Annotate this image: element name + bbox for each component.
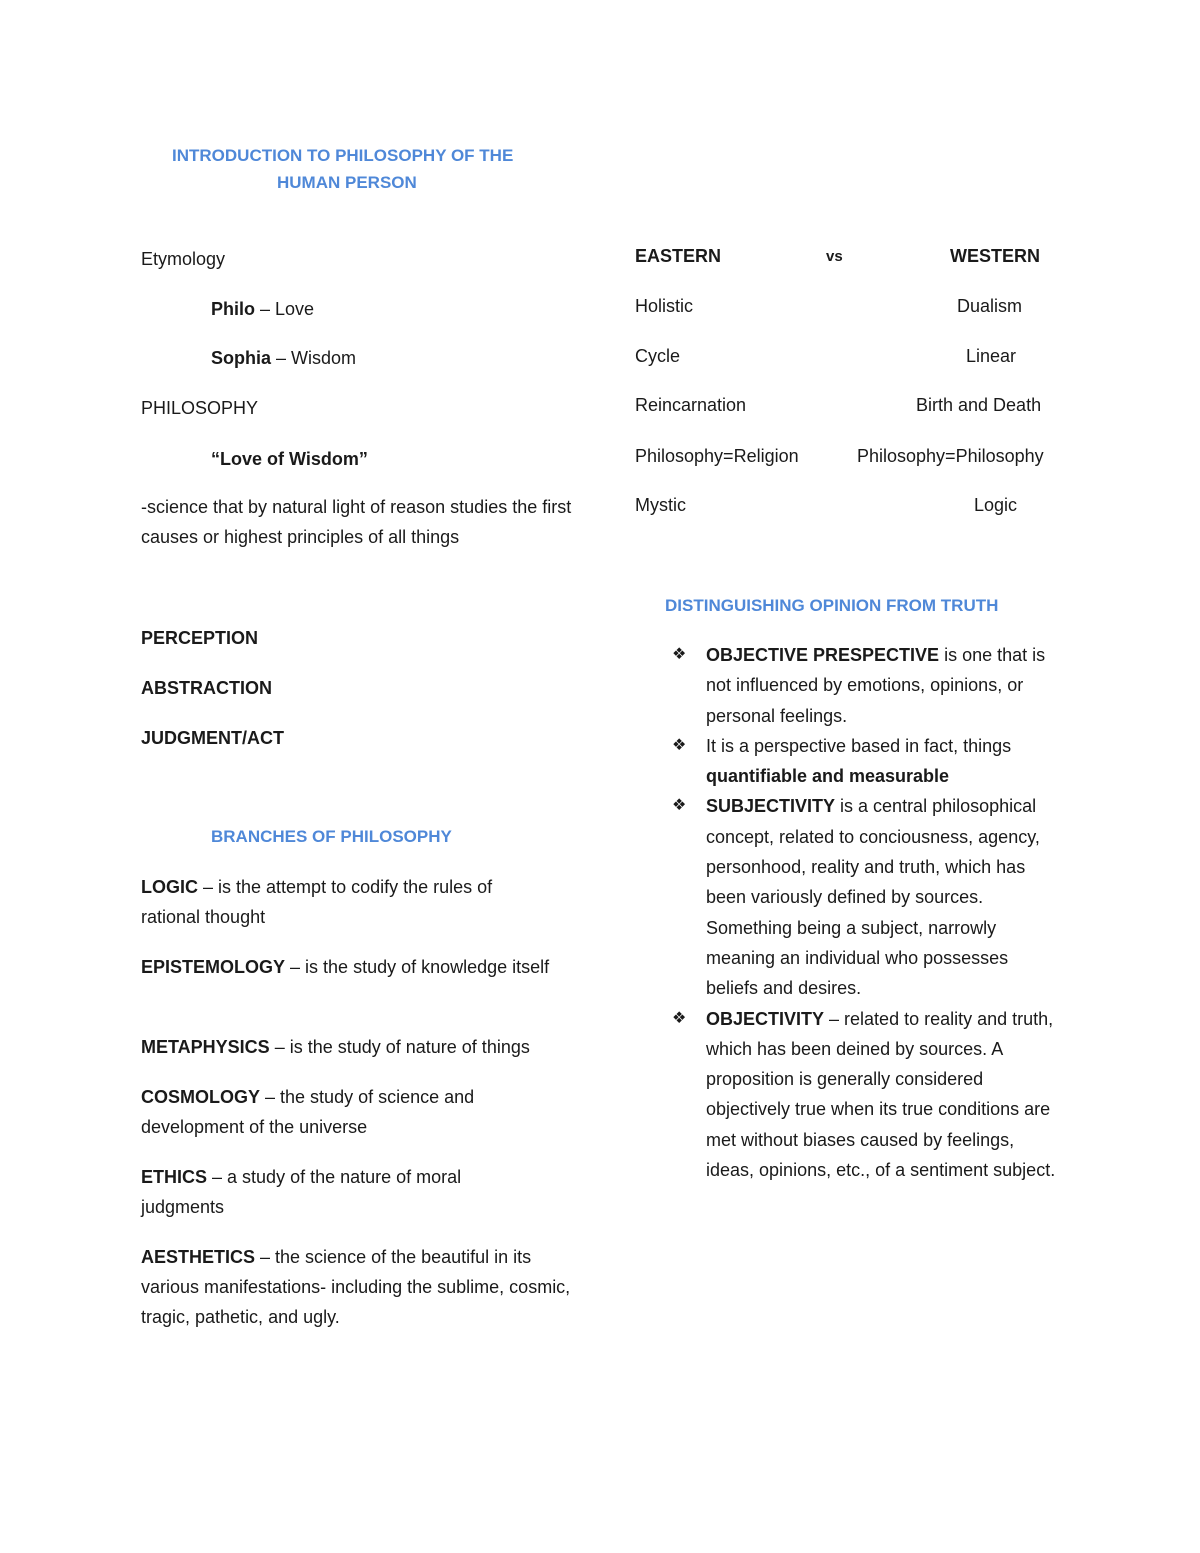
bullet-text: is one that is not influenced by emotions, opinions, or personal feelings. — [706, 645, 1046, 726]
diamond-bullet-icon: ❖ — [672, 646, 687, 663]
branch-text: – a study of the nature of moral judgments — [141, 1167, 462, 1217]
branch-term: METAPHYSICS — [141, 1037, 270, 1057]
eastern-cell: Cycle — [635, 346, 681, 366]
philosophy-quote: “Love of Wisdom” — [211, 449, 368, 469]
western-cell: Philosophy=Philosophy — [857, 446, 1044, 466]
western-header: WESTERN — [950, 246, 1040, 266]
branch-epistemology — [141, 952, 551, 982]
branch-text: – the science of the beautiful in its various manifestations- including the sublime, cosmic, tragic, pathetic, and ugly. — [141, 1247, 571, 1327]
branch-term: AESTHETICS — [141, 1247, 256, 1267]
bullet-text: is a central philosophical concept, related to conciousness, agency, personhood, reality and truth, which has been variously defined by sources. Something being a subject, narrowly meaning an individual who possesses beliefs and desires. — [706, 796, 1040, 999]
eastern-cell: Reincarnation — [635, 395, 747, 415]
branch-metaphysics — [141, 1032, 581, 1062]
list-item — [672, 640, 1062, 731]
vs-label: vs — [826, 248, 843, 265]
philosophy-definition: -science that by natural light of reason studies the first causes or highest principles of all things — [141, 497, 572, 547]
philo-meaning: – Love — [255, 299, 315, 319]
branch-text: – is the attempt to codify the rules of rational thought — [141, 877, 493, 927]
process-judgment: JUDGMENT/ACT — [141, 728, 284, 748]
truth-heading: DISTINGUISHING OPINION FROM TRUTH — [665, 596, 999, 615]
philo-term: Philo — [211, 299, 255, 319]
eastern-cell: Mystic — [635, 495, 686, 515]
branch-text: – is the study of knowledge itself — [285, 957, 550, 977]
philosophy-label: PHILOSOPHY — [141, 398, 259, 418]
diamond-bullet-icon: ❖ — [672, 797, 687, 815]
bullet-bold: OBJECTIVITY — [706, 1008, 825, 1029]
list-item — [672, 731, 1062, 792]
branch-aesthetics — [141, 1242, 571, 1332]
bullet-text: It is a perspective based in fact, things — [706, 735, 1012, 756]
branch-text: – the study of science and development of the universe — [141, 1087, 475, 1137]
truth-bullet-list — [672, 640, 1062, 1185]
western-cell: Dualism — [957, 296, 1023, 316]
etymology-philo — [211, 300, 314, 318]
eastern-cell: Philosophy=Religion — [635, 446, 799, 466]
eastern-cell: Holistic — [635, 296, 694, 316]
etymology-sophia — [211, 349, 356, 367]
branch-term: COSMOLOGY — [141, 1087, 261, 1107]
process-perception: PERCEPTION — [141, 628, 259, 648]
branches-heading: BRANCHES OF PHILOSOPHY — [211, 827, 452, 846]
etymology-label: Etymology — [141, 249, 226, 269]
western-cell: Logic — [974, 495, 1018, 515]
diamond-bullet-icon: ❖ — [672, 1009, 687, 1027]
bullet-bold: SUBJECTIVITY — [706, 796, 836, 817]
list-item — [672, 1004, 1062, 1186]
branch-ethics — [141, 1162, 521, 1222]
sophia-term: Sophia — [211, 348, 272, 368]
bullet-bold: quantifiable and measurable — [706, 766, 950, 787]
branch-logic — [141, 872, 551, 932]
branch-cosmology — [141, 1082, 521, 1142]
list-item — [672, 791, 1062, 1003]
eastern-header: EASTERN — [635, 246, 722, 266]
process-abstraction: ABSTRACTION — [141, 678, 272, 698]
branch-text: – is the study of nature of things — [269, 1037, 530, 1057]
bullet-bold: OBJECTIVE PRESPECTIVE — [706, 645, 940, 665]
page-title-line-1: INTRODUCTION TO PHILOSOPHY OF THE — [172, 146, 514, 165]
bullet-text: – related to reality and truth, which has been deined by sources. A proposition is generally considered objectively true when its true conditions are met without biases caused by feelings, ideas, opinions, etc., of a sentiment subject. — [706, 1008, 1056, 1181]
branch-term: EPISTEMOLOGY — [141, 957, 286, 977]
western-cell: Linear — [966, 346, 1017, 366]
page-title-line-2: HUMAN PERSON — [277, 173, 417, 192]
sophia-meaning: – Wisdom — [271, 348, 357, 368]
branch-term: LOGIC — [141, 877, 198, 897]
western-cell: Birth and Death — [916, 395, 1042, 415]
diamond-bullet-icon: ❖ — [672, 736, 687, 754]
branch-term: ETHICS — [141, 1167, 208, 1187]
